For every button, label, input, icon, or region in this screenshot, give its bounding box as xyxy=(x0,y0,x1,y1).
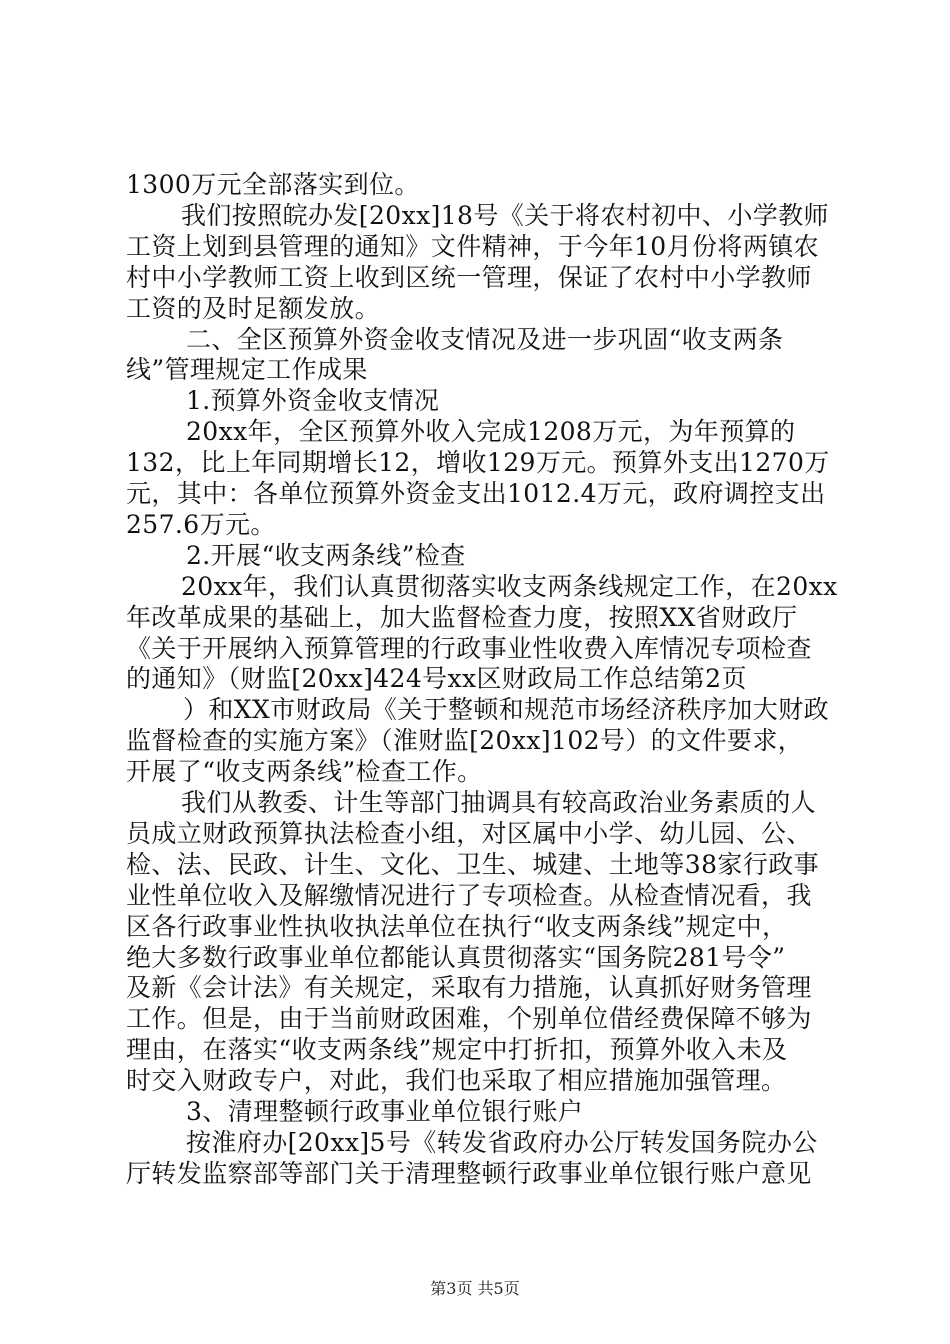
text-line: 132，比上年同期增长12，增收129万元。预算外支出1270万 xyxy=(126,448,830,478)
text-line: 开展了“收支两条线”检查工作。 xyxy=(126,757,483,787)
text-line: 《关于开展纳入预算管理的行政事业性收费入库情况专项检查 xyxy=(126,633,812,663)
text-line: 区各行政事业性执收执法单位在执行“收支两条线”规定中， xyxy=(126,911,788,941)
text-line: 按淮府办[20xx]5号《转发省政府办公厅转发国务院办公 xyxy=(186,1127,818,1157)
text-line: 时交入财政专户，对此，我们也采取了相应措施加强管理。 xyxy=(126,1066,787,1096)
text-line: 20xx年，全区预算外收入完成1208万元，为年预算的 xyxy=(186,417,796,447)
text-line: 线”管理规定工作成果 xyxy=(126,355,368,385)
text-line: 1300万元全部落实到位。 xyxy=(126,170,420,199)
text-line: 年改革成果的基础上，加大监督检查力度，按照XX省财政厅 xyxy=(126,602,798,632)
page-footer: 第3页 共5页 xyxy=(430,1279,520,1298)
text-line: 2.开展“收支两条线”检查 xyxy=(186,540,466,570)
text-line: 绝大多数行政事业单位都能认真贯彻落实“国务院281号令” xyxy=(126,942,786,972)
text-line: 厅转发监察部等部门关于清理整顿行政事业单位银行账户意见 xyxy=(126,1158,812,1188)
text-line: 村中小学教师工资上收到区统一管理，保证了农村中小学教师 xyxy=(126,262,812,292)
text-line: 工资上划到县管理的通知》文件精神，于今年10月份将两镇农 xyxy=(126,231,820,261)
text-line: 元，其中：各单位预算外资金支出1012.4万元，政府调控支出 xyxy=(126,479,826,508)
text-line: 检、法、民政、计生、文化、卫生、城建、土地等38家行政事 xyxy=(126,849,820,879)
text-line: 监督检查的实施方案》（淮财监[20xx]102号）的文件要求， xyxy=(126,726,804,756)
text-line: 二、全区预算外资金收支情况及进一步巩固“收支两条 xyxy=(186,324,784,354)
text-line: 20xx年，我们认真贯彻落实收支两条线规定工作，在20xx xyxy=(181,571,838,601)
text-line: 257.6万元。 xyxy=(126,509,276,539)
text-line: 及新《会计法》有关规定，采取有力措施，认真抓好财务管理 xyxy=(126,973,812,1003)
text-line: 3、清理整顿行政事业单位银行账户 xyxy=(186,1097,584,1126)
text-line: 工资的及时足额发放。 xyxy=(126,293,381,323)
text-line: 业性单位收入及解缴情况进行了专项检查。从检查情况看，我 xyxy=(126,880,812,910)
text-line: 我们按照皖办发[20xx]18号《关于将农村初中、小学教师 xyxy=(181,200,829,230)
text-line: 我们从教委、计生等部门抽调具有较高政治业务素质的人 xyxy=(181,788,817,817)
text-line: 理由，在落实“收支两条线”规定中打折扣，预算外收入未及 xyxy=(126,1035,788,1065)
text-line: 1.预算外资金收支情况 xyxy=(186,386,440,416)
text-line: 员成立财政预算执法检查小组，对区属中小学、幼儿园、公、 xyxy=(126,818,812,848)
text-line: 的通知》（财监[20xx]424号xx区财政局工作总结第2页 xyxy=(126,664,747,694)
text-line: 工作。但是，由于当前财政困难，个别单位借经费保障不够为 xyxy=(126,1004,812,1034)
text-line: ）和XX市财政局《关于整顿和规范市场经济秩序加大财政 xyxy=(183,695,829,725)
